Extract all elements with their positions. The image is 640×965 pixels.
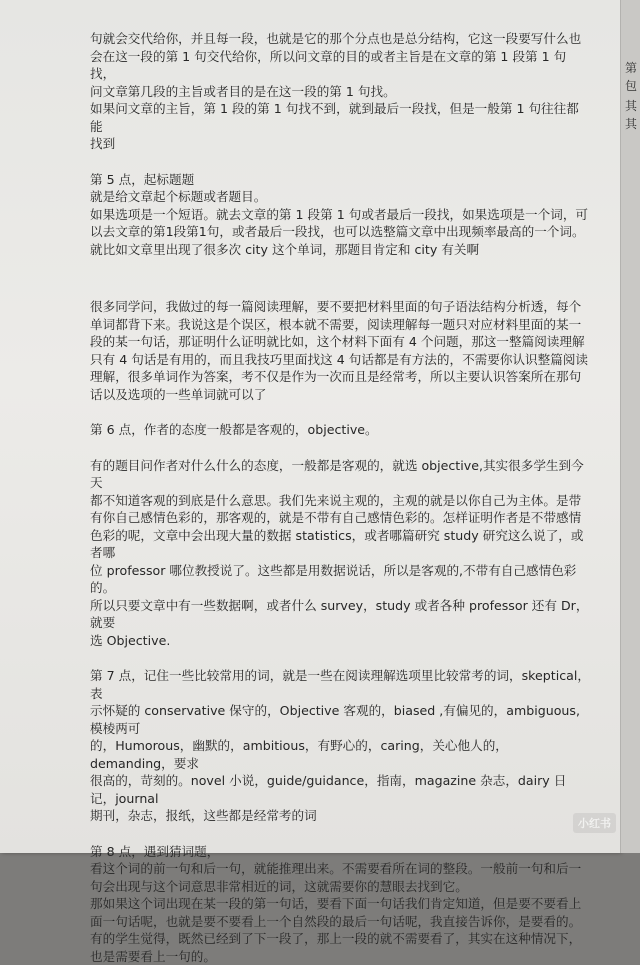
text-line: 如果选项是一个短语。就去文章的第 1 段第 1 句或者最后一段找，如果选项是一个词，可 — [90, 206, 590, 224]
section-heading-5: 第 5 点，起标题题 — [90, 171, 590, 189]
text-line: 示怀疑的 conservative 保守的，Objective 客观的，biased ,有偏见的，ambiguous,模棱两可 — [90, 702, 590, 737]
text-line: 位 professor 哪位教授说了。这些都是用数据说话，所以是客观的,不带有自己感情色彩的。 — [90, 562, 590, 597]
text-line: 也是需要看上一句的。 — [90, 948, 590, 965]
text-line: 有的学生觉得，既然已经到了下一段了，那上一段的就不需要看了，其实在这种情况下， — [90, 930, 590, 948]
text-line: 就是给文章起个标题或者题目。 — [90, 188, 590, 206]
text-line: 找到 — [90, 135, 590, 153]
watermark-logo: 小红书 — [573, 813, 616, 833]
text-line: 理解，很多单词作为答案，考不仅是作为一次而且是经常考，所以主要认识答案所在那句 — [90, 368, 590, 386]
section-heading-8: 第 8 点，遇到猜词题， — [90, 843, 590, 861]
edge-char: 其 — [625, 116, 637, 132]
text-line: 有你自己感情色彩的，那客观的，就是不带有自己感情色彩的。怎样证明作者是不带感情 — [90, 509, 590, 527]
text-line: 以去文章的第1段第1句，或者最后一段找，也可以选整篇文章中出现频率最高的一个词。 — [90, 223, 590, 241]
edge-char: 包 — [625, 78, 637, 94]
text-line: 都不知道客观的到底是什么意思。我们先来说主观的，主观的就是以你自己为主体。是带 — [90, 492, 590, 510]
text-line: 就比如文章里出现了很多次 city 这个单词，那题目肯定和 city 有关啊 — [90, 241, 590, 259]
text-line: 单词都背下来。我说这是个误区，根本就不需要，阅读理解每一题只对应材料里面的某一 — [90, 316, 590, 334]
text-line: 句就会交代给你，并且每一段，也就是它的那个分点也是总分结构，它这一段要写什么也 — [90, 30, 590, 48]
text-line: 很多同学问，我做过的每一篇阅读理解，要不要把材料里面的句子语法结构分析透，每个 — [90, 298, 590, 316]
text-line: 句会出现与这个词意思非常相近的词，这就需要你的慧眼去找到它。 — [90, 878, 590, 896]
text-line: 问文章第几段的主旨或者目的是在这一段的第 1 句找。 — [90, 83, 590, 101]
text-line: 如果问文章的主旨，第 1 段的第 1 句找不到，就到最后一段找，但是一般第 1 句往往都能 — [90, 100, 590, 135]
edge-char: 第 — [625, 60, 637, 76]
text-line: 只有 4 句话是有用的，而且我技巧里面找这 4 句话都是有方法的，不需要你认识整篇阅读 — [90, 351, 590, 369]
text-line: 的，Humorous，幽默的，ambitious，有野心的，caring，关心他人的，demanding，要求 — [90, 737, 590, 772]
page-text — [90, 30, 590, 965]
text-line: 段的某一句话，那证明什么证明就比如，这个材料下面有 4 个问题，那这一整篇阅读理解 — [90, 333, 590, 351]
text-line: 有的题目问作者对什么什么的态度，一般都是客观的，就选 objective,其实很多学生到今天 — [90, 457, 590, 492]
text-line: 很高的，苛刻的。novel 小说，guide/guidance，指南，magazine 杂志，dairy 日记，journal — [90, 772, 590, 807]
text-line: 所以只要文章中有一些数据啊，或者什么 survey，study 或者各种 professor 还有 Dr，就要 — [90, 597, 590, 632]
text-line: 看这个词的前一句和后一句，就能推理出来。不需要看所在词的整段。一般前一句和后一 — [90, 860, 590, 878]
edge-char: 其 — [625, 98, 637, 114]
text-line: 面一句话呢，也就是要不要看上一个自然段的最后一句话呢，我直接告诉你，是要看的。 — [90, 913, 590, 931]
text-line: 选 Objective. — [90, 632, 590, 650]
adjacent-page-edge — [620, 0, 640, 853]
text-line: 色彩的呢，文章中会出现大量的数据 statistics，或者哪篇研究 study 研究这么说了，或者哪 — [90, 527, 590, 562]
section-heading-7: 第 7 点，记住一些比较常用的词，就是一些在阅读理解选项里比较常考的词，skeptical，表 — [90, 667, 590, 702]
section-heading-6: 第 6 点，作者的态度一般都是客观的，objective。 — [90, 421, 590, 439]
text-line: 话以及选项的一些单词就可以了 — [90, 386, 590, 404]
text-line: 那如果这个词出现在某一段的第一句话，要看下面一句话我们肯定知道，但是要不要看上 — [90, 895, 590, 913]
text-line: 会在这一段的第 1 句交代给你，所以问文章的目的或者主旨是在文章的第 1 段第 1 句找， — [90, 48, 590, 83]
text-line: 期刊，杂志，报纸，这些都是经常考的词 — [90, 807, 590, 825]
